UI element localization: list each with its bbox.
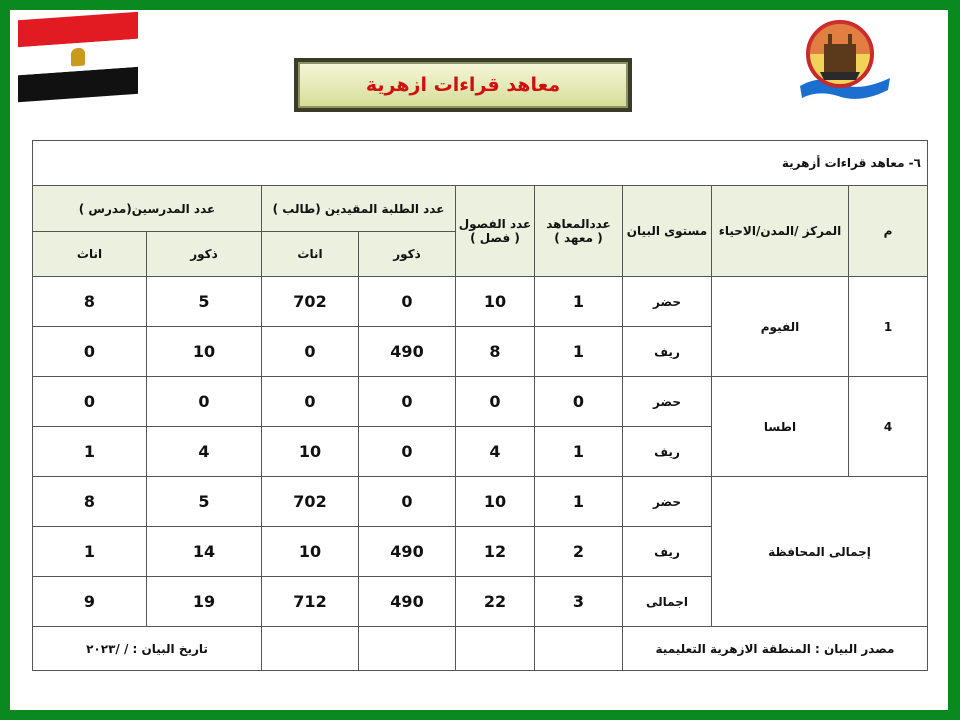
- center-cell: الفيوم: [712, 277, 849, 377]
- section-title: ٦- معاهد قراءات أزهرية: [33, 141, 928, 186]
- level-cell: حضر: [623, 277, 712, 327]
- level-cell: ريف: [623, 527, 712, 577]
- institutes-cell: 1: [535, 427, 623, 477]
- azhar-logo-icon: [790, 14, 895, 106]
- institutes-header: [535, 186, 623, 277]
- total-label: إجمالى المحافظة: [712, 477, 928, 627]
- students-female-cell: 0: [262, 377, 359, 427]
- teachers-female-cell: 1: [33, 427, 147, 477]
- students-female-cell: 712: [262, 577, 359, 627]
- teachers-female-cell: 0: [33, 377, 147, 427]
- empty-cell: [456, 627, 535, 671]
- empty-cell: [359, 627, 456, 671]
- level-cell: ريف: [623, 427, 712, 477]
- empty-cell: [262, 627, 359, 671]
- date-cell: تاريخ البيان : / /٢٠٢٣: [33, 627, 262, 671]
- classes-cell: 0: [456, 377, 535, 427]
- teachers-male-cell: 5: [147, 277, 262, 327]
- students-male-cell: 490: [359, 577, 456, 627]
- institutes-header-line1: عددالمعاهد: [546, 217, 611, 231]
- institutes-cell: 0: [535, 377, 623, 427]
- students-header: عدد الطلبة المقيدين (طالب ): [262, 186, 456, 232]
- teachers-female-cell: 0: [33, 327, 147, 377]
- students-male-cell: 0: [359, 477, 456, 527]
- students-male-cell: 490: [359, 527, 456, 577]
- students-female-cell: 10: [262, 427, 359, 477]
- num-cell: 1: [849, 277, 928, 377]
- teachers-female-header: اناث: [33, 232, 147, 277]
- students-male-cell: 0: [359, 427, 456, 477]
- egypt-flag-icon: [18, 12, 138, 102]
- level-cell: ريف: [623, 327, 712, 377]
- table-row: [33, 277, 928, 327]
- level-cell: اجمالى: [623, 577, 712, 627]
- students-male-cell: 0: [359, 277, 456, 327]
- students-female-cell: 10: [262, 527, 359, 577]
- level-cell: حضر: [623, 377, 712, 427]
- page: [10, 10, 948, 710]
- students-male-cell: 0: [359, 377, 456, 427]
- empty-cell: [535, 627, 623, 671]
- students-female-cell: 702: [262, 277, 359, 327]
- num-header: م: [849, 186, 928, 277]
- classes-cell: 10: [456, 277, 535, 327]
- data-table-container: [32, 140, 928, 671]
- teachers-male-cell: 10: [147, 327, 262, 377]
- teachers-male-header: ذكور: [147, 232, 262, 277]
- page-title: معاهد قراءات ازهرية: [365, 74, 561, 96]
- institutes-cell: 1: [535, 277, 623, 327]
- center-header: المركز /المدن/الاحياء: [712, 186, 849, 277]
- classes-cell: 22: [456, 577, 535, 627]
- center-cell: اطسا: [712, 377, 849, 477]
- level-header: مستوى البيان: [623, 186, 712, 277]
- classes-header-line2: ( فصل ): [470, 231, 520, 245]
- data-table: [32, 140, 928, 671]
- teachers-female-cell: 9: [33, 577, 147, 627]
- institutes-cell: 1: [535, 477, 623, 527]
- teachers-female-cell: 8: [33, 277, 147, 327]
- students-male-cell: 490: [359, 327, 456, 377]
- source-cell: مصدر البيان : المنطقة الازهرية التعليمية: [623, 627, 928, 671]
- classes-cell: 10: [456, 477, 535, 527]
- teachers-male-cell: 0: [147, 377, 262, 427]
- teachers-male-cell: 14: [147, 527, 262, 577]
- classes-cell: 8: [456, 327, 535, 377]
- level-cell: حضر: [623, 477, 712, 527]
- students-female-cell: 702: [262, 477, 359, 527]
- teachers-header: عدد المدرسين(مدرس ): [33, 186, 262, 232]
- title-banner: [294, 58, 632, 112]
- table-row: [33, 377, 928, 427]
- teachers-male-cell: 5: [147, 477, 262, 527]
- institutes-cell: 2: [535, 527, 623, 577]
- classes-header: [456, 186, 535, 277]
- institutes-cell: 1: [535, 327, 623, 377]
- teachers-male-cell: 4: [147, 427, 262, 477]
- institutes-header-line2: ( معهد ): [554, 231, 603, 245]
- footer-row: [33, 627, 928, 671]
- teachers-male-cell: 19: [147, 577, 262, 627]
- teachers-female-cell: 1: [33, 527, 147, 577]
- students-female-cell: 0: [262, 327, 359, 377]
- num-cell: 4: [849, 377, 928, 477]
- classes-cell: 4: [456, 427, 535, 477]
- students-male-header: ذكور: [359, 232, 456, 277]
- total-row: [33, 477, 928, 527]
- institutes-cell: 3: [535, 577, 623, 627]
- classes-cell: 12: [456, 527, 535, 577]
- header-row: [33, 186, 928, 232]
- teachers-female-cell: 8: [33, 477, 147, 527]
- students-female-header: اناث: [262, 232, 359, 277]
- classes-header-line1: عدد الفصول: [458, 217, 532, 231]
- section-title-row: [33, 141, 928, 186]
